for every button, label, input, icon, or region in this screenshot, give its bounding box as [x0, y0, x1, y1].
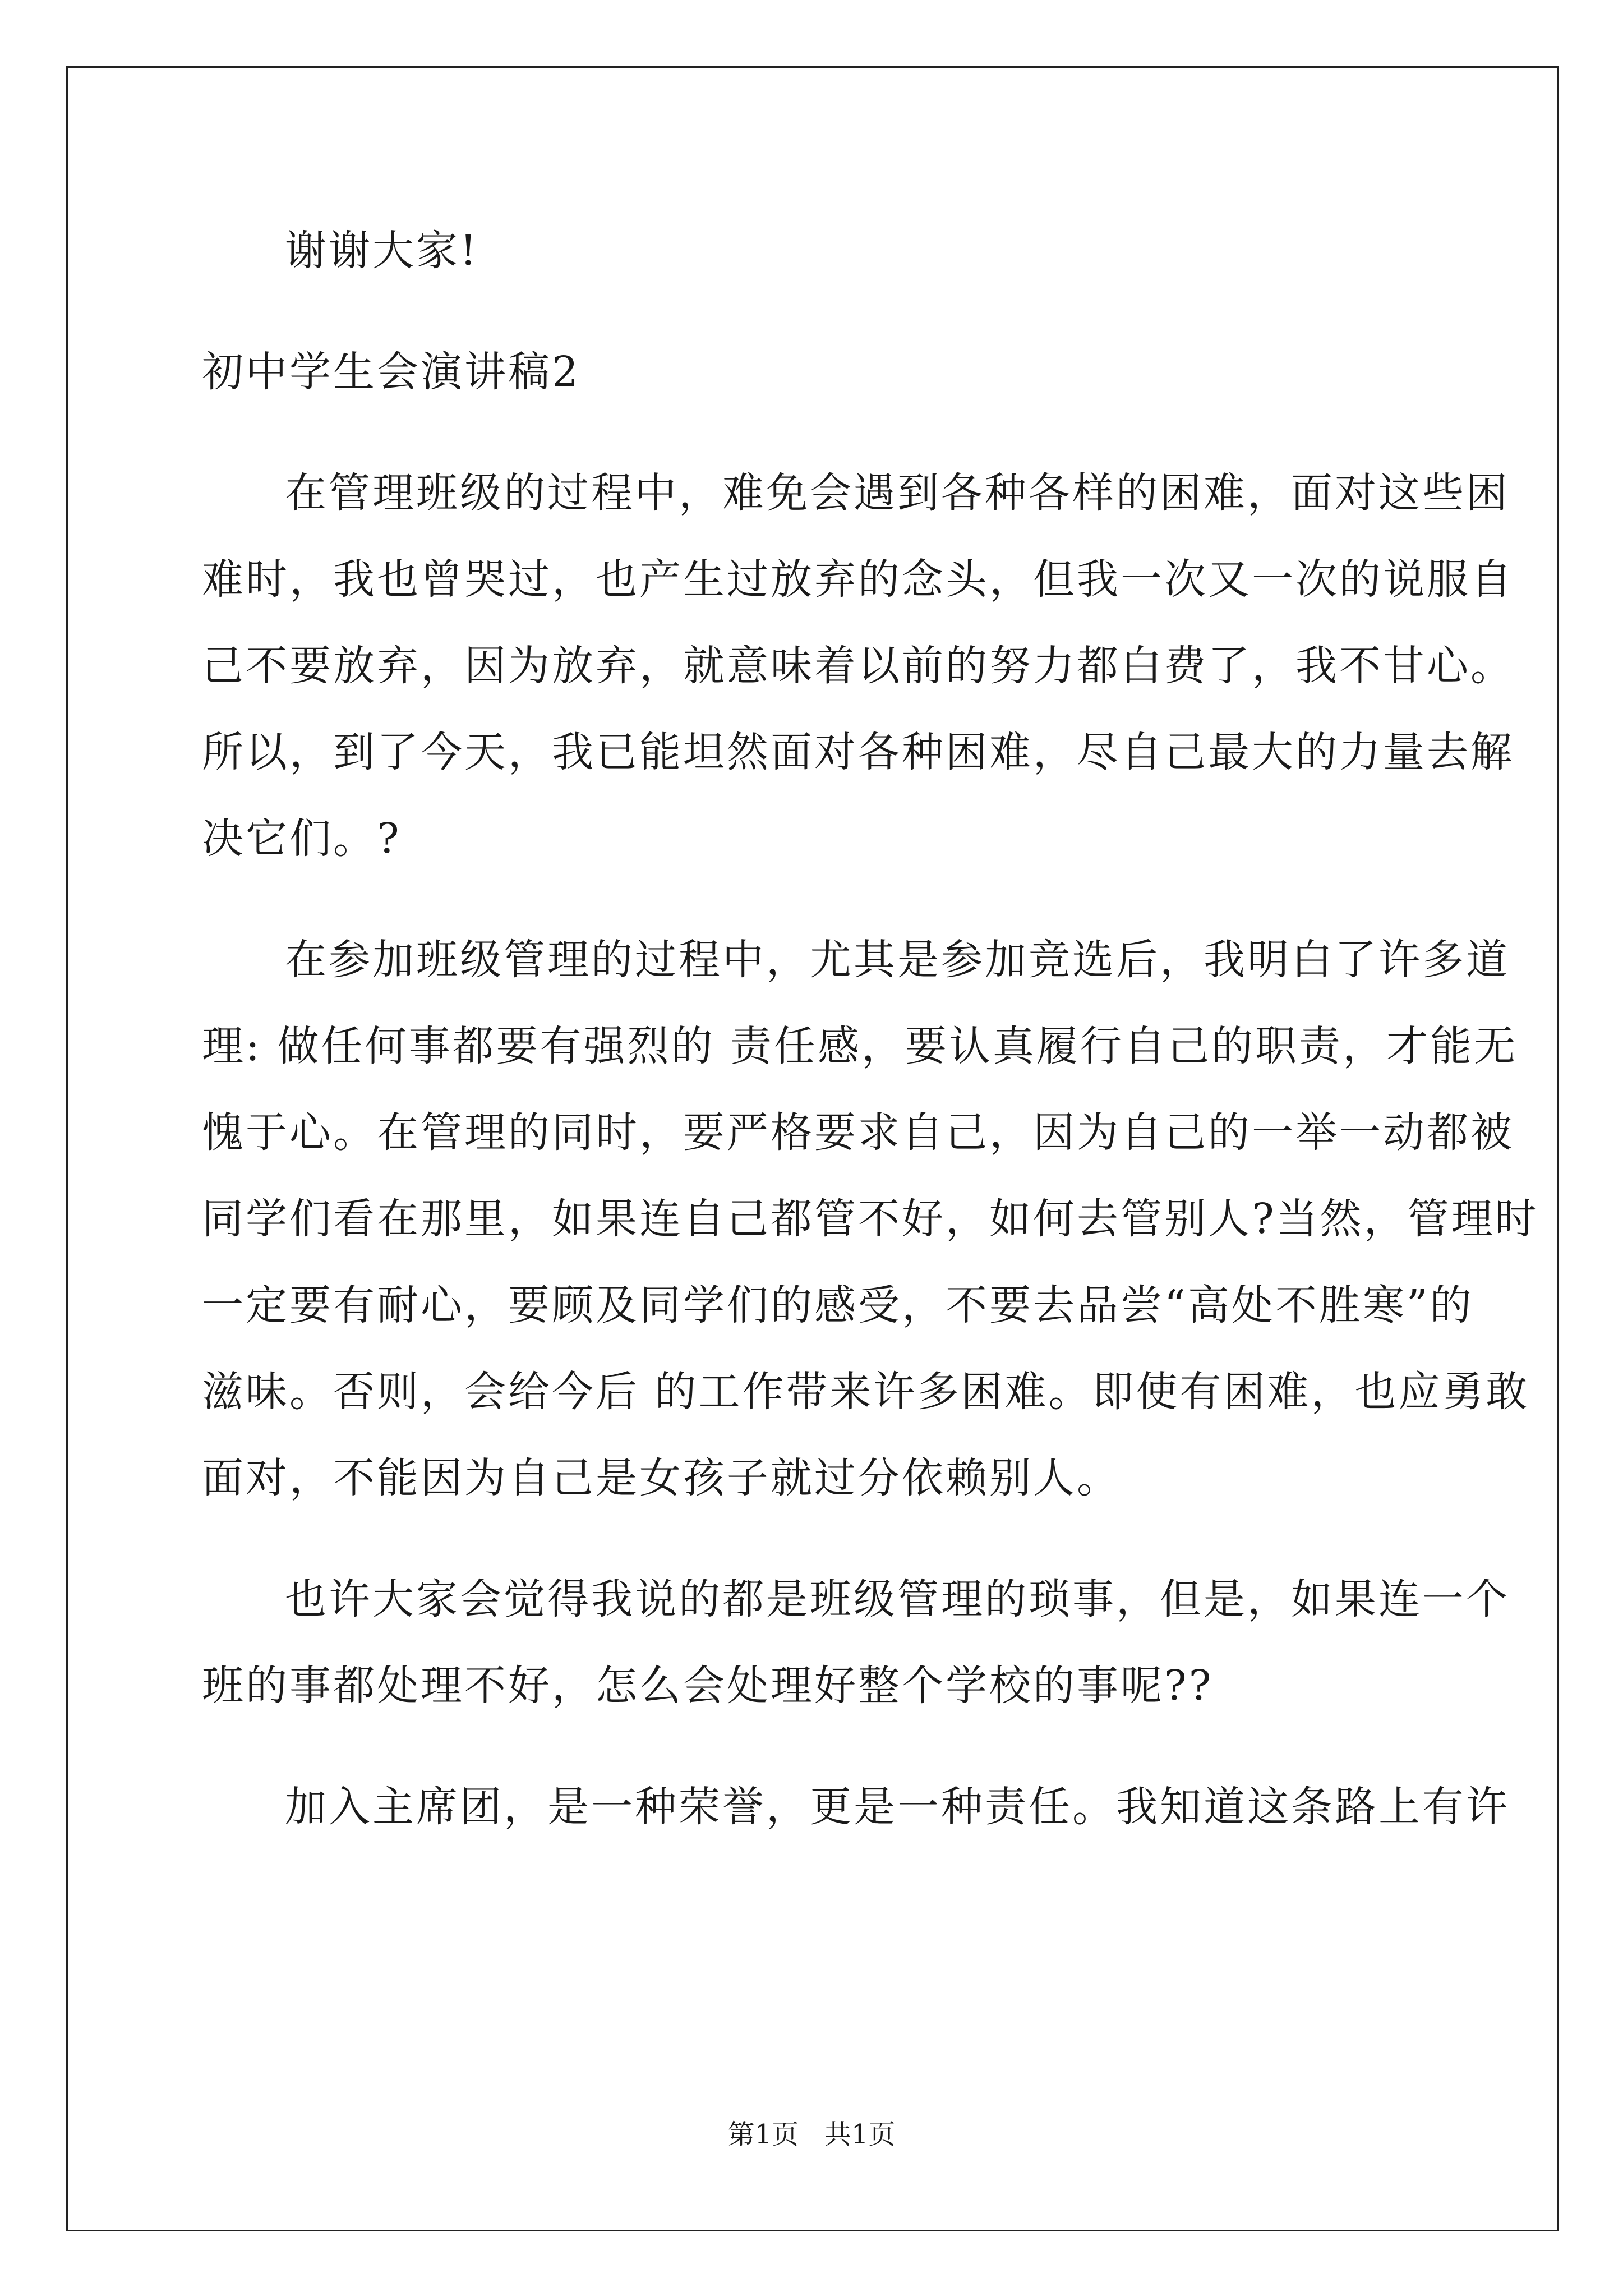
section-heading: 初中学生会演讲稿2 [202, 348, 581, 396]
paragraph-line: 在参加班级管理的过程中，尤其是参加竞选后，我明白了许多道 [285, 936, 1510, 984]
paragraph-line: 决它们。? [202, 815, 402, 863]
paragraph-line: 加入主席团，是一种荣誉，更是一种责任。我知道这条路上有许 [285, 1783, 1510, 1831]
paragraph-line: 滋味。否则，会给今后 的工作带来许多困难。即使有困难，也应勇敢 [202, 1368, 1530, 1416]
paragraph-line: 己不要放弃，因为放弃，就意味着以前的努力都白费了，我不甘心。 [202, 642, 1514, 690]
paragraph-line: 一定要有耐心，要顾及同学们的感受，不要去品尝“高处不胜寒”的 [202, 1281, 1474, 1329]
paragraph-line: 班的事都处理不好，怎么会处理好整个学校的事呢?? [202, 1662, 1214, 1710]
paragraph-line: 理: 做任何事都要有强烈的 责任感，要认真履行自己的职责，才能无 [202, 1022, 1518, 1070]
paragraph-line: 面对，不能因为自己是女孩子就过分依赖别人。 [202, 1454, 1121, 1502]
paragraph-line: 愧于心。在管理的同时，要严格要求自己，因为自己的一举一动都被 [202, 1108, 1514, 1157]
closing-line: 谢谢大家! [285, 227, 479, 275]
document-body [202, 208, 1539, 1850]
paragraph-3 [202, 1556, 1510, 1729]
page-footer [0, 2118, 1623, 2151]
paragraph-2 [202, 917, 1539, 1521]
paragraph-line: 所以，到了今天，我已能坦然面对各种困难，尽自己最大的力量去解 [202, 728, 1514, 776]
paragraph-line: 难时，我也曾哭过，也产生过放弃的念头，但我一次又一次的说服自 [202, 555, 1514, 604]
paragraph-line: 同学们看在那里，如果连自己都管不好，如何去管别人?当然，管理时 [202, 1195, 1539, 1243]
paragraph-line: 也许大家会觉得我说的都是班级管理的琐事，但是，如果连一个 [285, 1575, 1510, 1623]
page-number-label: 第1页 共1页 [727, 2119, 896, 2150]
paragraph-line: 在管理班级的过程中，难免会遇到各种各样的困难，面对这些困 [285, 469, 1510, 517]
paragraph-4 [202, 1764, 1510, 1850]
paragraph-1 [202, 450, 1514, 882]
